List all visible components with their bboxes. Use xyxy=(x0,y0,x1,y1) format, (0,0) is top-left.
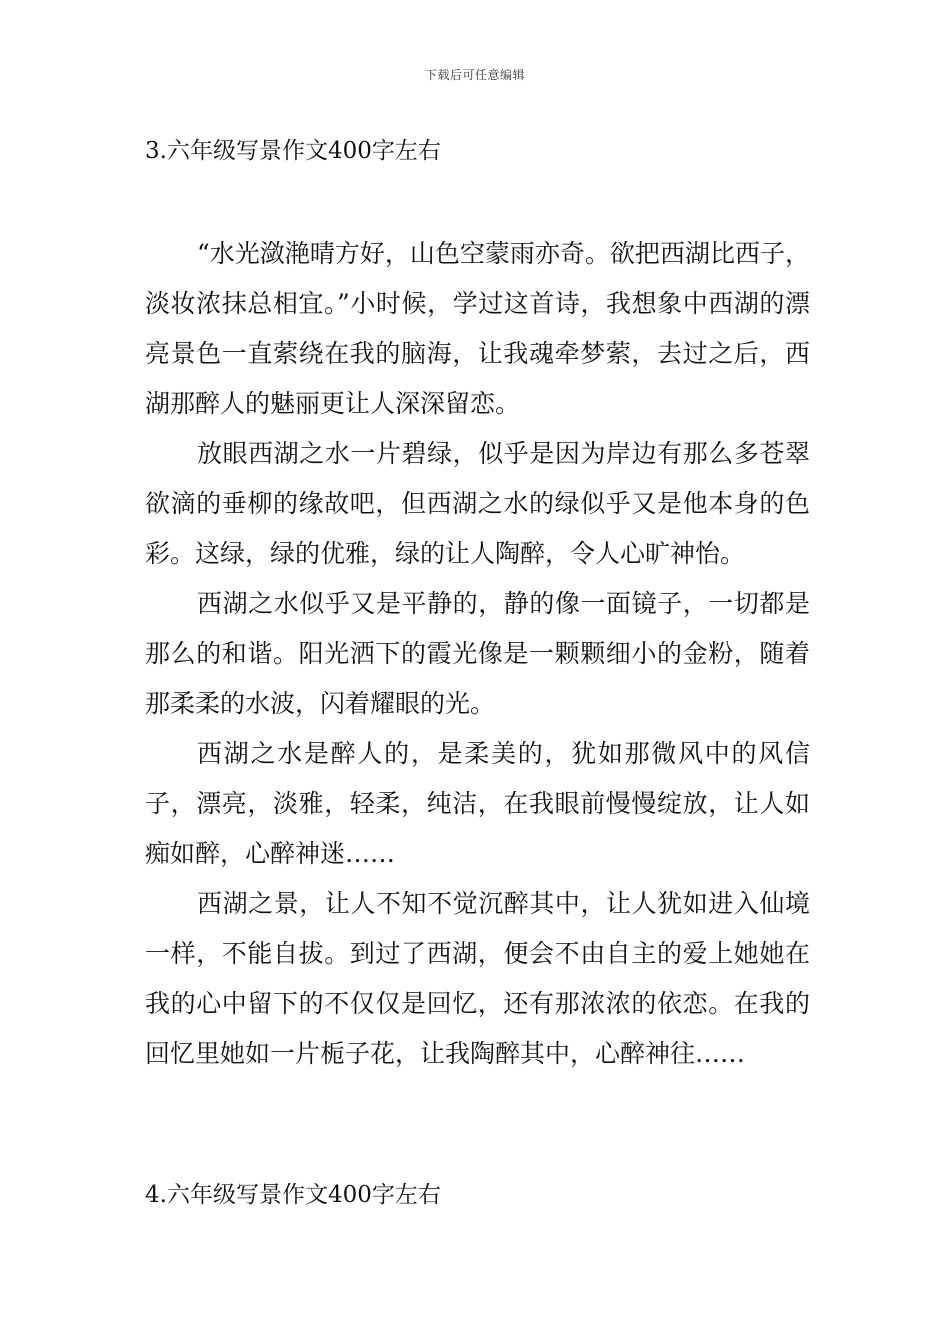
section-title-4: 4.六年级写景作文400字左右 xyxy=(145,1182,441,1208)
essay-paragraph: 西湖之水是醉人的，是柔美的，犹如那微风中的风信子，漂亮，淡雅，轻柔，纯洁，在我眼前慢慢绽放，让人如痴如醉，心醉神迷…… xyxy=(145,739,810,868)
essay-body xyxy=(145,229,810,1079)
essay-paragraph: 西湖之景，让人不知不觉沉醉其中，让人犹如进入仙境一样，不能自拔。到过了西湖，便会不由自主的爱上她她在我的心中留下的不仅仅是回忆，还有那浓浓的依恋。在我的回忆里她如一片栀子花，让我陶醉其中，心醉神往…… xyxy=(145,889,810,1068)
essay-paragraph: “水光潋滟晴方好，山色空蒙雨亦奇。欲把西湖比西子，淡妆浓抹总相宜。”小时候，学过这首诗，我想象中西湖的漂亮景色一直萦绕在我的脑海，让我魂牵梦萦，去过之后，西湖那醉人的魅丽更让人深深留恋。 xyxy=(145,239,810,418)
page-header: 下载后可任意编辑 xyxy=(424,68,525,82)
essay-paragraph: 放眼西湖之水一片碧绿，似乎是因为岸边有那么多苍翠欲滴的垂柳的缘故吧，但西湖之水的绿似乎又是他本身的色彩。这绿，绿的优雅，绿的让人陶醉，令人心旷神怡。 xyxy=(145,439,810,568)
essay-paragraph: 西湖之水似乎又是平静的，静的像一面镜子，一切都是那么的和谐。阳光洒下的霞光像是一颗颗细小的金粉，随着那柔柔的水波，闪着耀眼的光。 xyxy=(145,589,810,718)
section-title-3: 3.六年级写景作文400字左右 xyxy=(145,138,441,164)
